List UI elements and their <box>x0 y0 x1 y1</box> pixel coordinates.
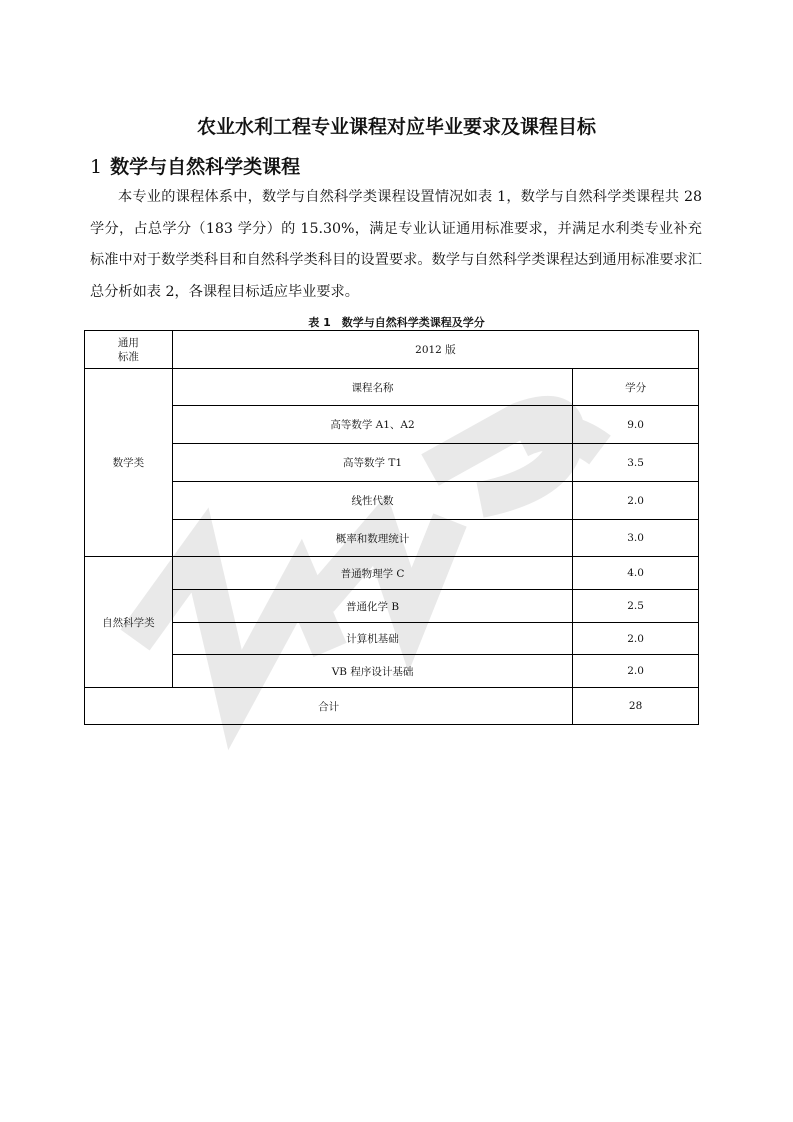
total-label-cell: 合计 <box>85 688 573 725</box>
credit-cell: 2.0 <box>573 623 699 655</box>
credit-cell: 2.0 <box>573 482 699 520</box>
course-name-cell: 高等数学 T1 <box>172 444 572 482</box>
credit-cell: 9.0 <box>573 406 699 444</box>
table-row <box>85 369 699 406</box>
intro-paragraph: 本专业的课程体系中，数学与自然科学类课程设置情况如表 1，数学与自然科学类课程共 28 学分，占总学分（183 学分）的 15.30%，满足专业认证通用标准要求，并满足水利类专业补充标准中对于数学类科目和自然科学类科目的设置要求。数学与自然科学类课程达到通用标准要求汇总分析如表 2，各课程目标适应毕业要求。 <box>90 189 702 300</box>
course-name-cell: 线性代数 <box>172 482 572 520</box>
section-heading <box>90 152 300 179</box>
table-row <box>85 623 699 655</box>
course-name-cell: 普通物理学 C <box>172 557 572 590</box>
credit-cell: 4.0 <box>573 557 699 590</box>
table-row <box>85 655 699 688</box>
table-header-row <box>85 331 699 369</box>
section-number: 1 <box>90 156 103 178</box>
table-row <box>85 406 699 444</box>
table-total-row <box>85 688 699 725</box>
course-name-cell: 计算机基础 <box>172 623 572 655</box>
credit-cell: 3.0 <box>573 520 699 557</box>
course-name-cell: 高等数学 A1、A2 <box>172 406 572 444</box>
column-header-credit: 学分 <box>573 369 699 406</box>
category-cell-math: 数学类 <box>85 369 173 557</box>
standard-label-cell: 通用 标准 <box>85 331 173 369</box>
credit-cell: 2.5 <box>573 590 699 623</box>
course-name-cell: 概率和数理统计 <box>172 520 572 557</box>
credit-cell: 3.5 <box>573 444 699 482</box>
table-row <box>85 557 699 590</box>
page-title: 农业水利工程专业课程对应毕业要求及课程目标 <box>196 116 596 138</box>
courses-table <box>84 330 699 725</box>
category-cell-science: 自然科学类 <box>85 557 173 688</box>
table-caption: 表 1 数学与自然科学类课程及学分 <box>308 316 485 329</box>
section-title: 数学与自然科学类课程 <box>110 156 301 178</box>
course-name-cell: 普通化学 B <box>172 590 572 623</box>
column-header-course: 课程名称 <box>172 369 572 406</box>
total-credit-cell: 28 <box>573 688 699 725</box>
version-cell: 2012 版 <box>172 331 698 369</box>
table-row <box>85 590 699 623</box>
table-row <box>85 482 699 520</box>
credit-cell: 2.0 <box>573 655 699 688</box>
course-name-cell: VB 程序设计基础 <box>172 655 572 688</box>
table-row <box>85 520 699 557</box>
table-row <box>85 444 699 482</box>
